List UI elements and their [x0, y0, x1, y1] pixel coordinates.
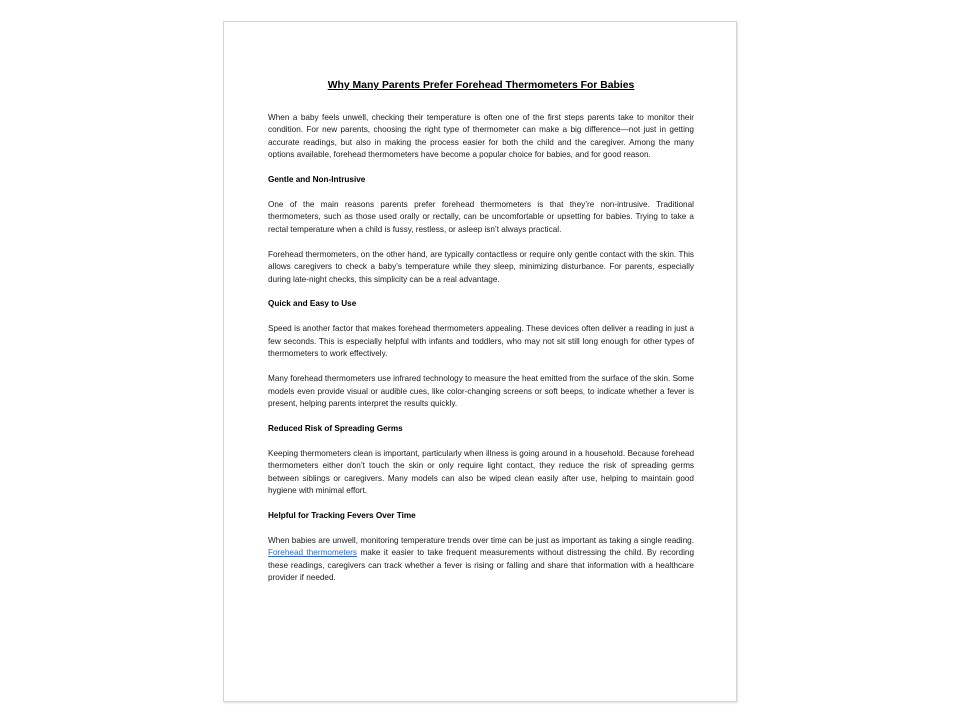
- document-title: Why Many Parents Prefer Forehead Thermometers For Babies: [327, 80, 635, 91]
- intro-paragraph: When a baby feels unwell, checking their temperature is often one of the first steps parents take to monitor their condition. For new parents, choosing the right type of thermometer can make a big difference—not just in getting accurate readings, but also in making the process easier for both the child and the caregiver. Among the many options available, forehead thermometers have become a popular choice for babies, and for good reason.: [268, 113, 694, 160]
- section-paragraph: Speed is another factor that makes forehead thermometers appealing. These devices often deliver a reading in just a few seconds. This is especially helpful with infants and toddlers, who may not sit still long enough for other types of thermometers to work effectively.: [268, 324, 694, 359]
- section-heading-germs: Reduced Risk of Spreading Germs: [268, 423, 403, 433]
- section-paragraph: Many forehead thermometers use infrared technology to measure the heat emitted from the surface of the skin. Some models even provide visual or audible cues, like color-changing screens or soft beeps, to indicate whether a fever is present, helping parents interpret the results quickly.: [268, 374, 694, 408]
- document-page: [223, 21, 737, 702]
- section-paragraph: Forehead thermometers, on the other hand, are typically contactless or require only gentle contact with the skin. This allows caregivers to check a baby’s temperature while they sleep, minimizing disturbance. For parents, especially during late-night checks, this simplicity can be a real advantage.: [268, 249, 694, 284]
- paragraph-text: make it easier to take frequent measurements without distressing the child. By recording these readings, caregivers can track whether a fever is rising or falling and share that information with a healthcare provider if needed.: [268, 548, 695, 582]
- section-paragraph: One of the main reasons parents prefer forehead thermometers is that they’re non-intrusive. Traditional thermometers, such as those used orally or rectally, can be uncomfortable or upsetting for babies. Trying to take a rectal temperature when a child is fussy, restless, or asleep isn’t always practical.: [268, 200, 694, 234]
- section-heading-quick: Quick and Easy to Use: [268, 299, 357, 309]
- section-paragraph-with-link: [268, 535, 694, 585]
- section-paragraph: Keeping thermometers clean is important, particularly when illness is going around in a household. Because forehead thermometers either don’t touch the skin or only require light contact, they reduce the risk of spreading germs between siblings or caregivers. Many models can also be wiped clean easily after use, helping to maintain good hygiene with minimal effort.: [268, 448, 694, 495]
- paragraph-text: When babies are unwell, monitoring temperature trends over time can be just as important as taking a single reading.: [268, 535, 694, 545]
- section-heading-gentle: Gentle and Non-Intrusive: [268, 175, 366, 185]
- page-content: [268, 80, 694, 597]
- section-heading-tracking: Helpful for Tracking Fevers Over Time: [268, 510, 416, 520]
- forehead-thermometers-link[interactable]: Forehead thermometers: [268, 548, 358, 558]
